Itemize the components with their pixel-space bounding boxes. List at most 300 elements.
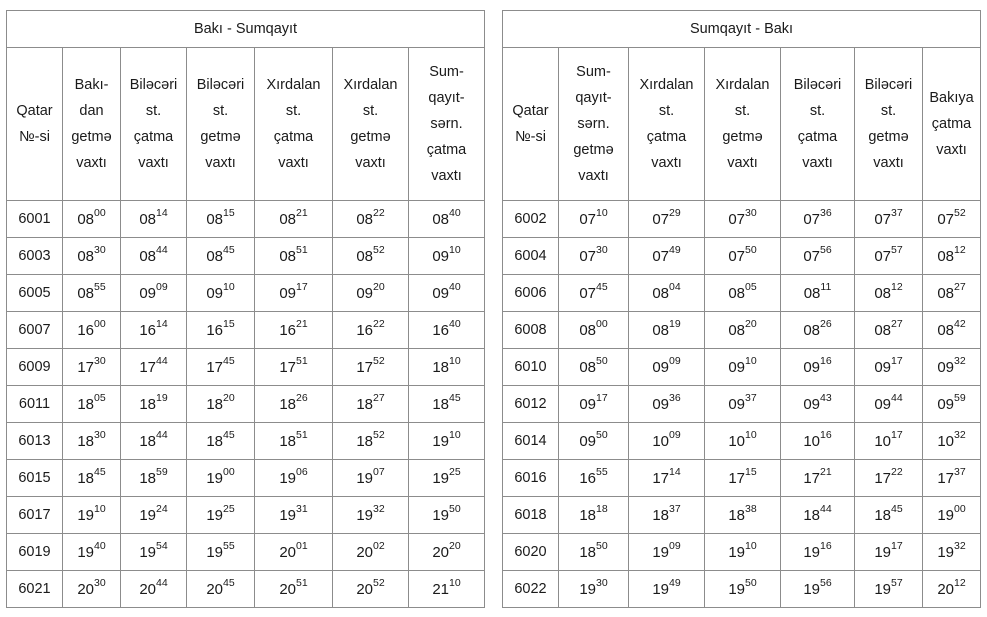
time-minute: 09 <box>669 354 681 367</box>
time-minute: 51 <box>296 428 308 441</box>
time-cell <box>409 349 485 386</box>
timetable-sumqayit-baku <box>502 10 981 608</box>
time-minute: 50 <box>596 428 608 441</box>
table-row <box>7 238 485 275</box>
time-minute: 50 <box>745 576 757 589</box>
table-row <box>7 349 485 386</box>
time-hour: 08 <box>139 247 156 265</box>
time-minute: 57 <box>891 243 903 256</box>
table-row <box>7 201 485 238</box>
time-hour: 19 <box>803 580 820 598</box>
timetable-baku-sumqayit <box>6 10 485 608</box>
train-number: 6009 <box>7 349 63 386</box>
time-cell <box>781 312 855 349</box>
time-minute: 37 <box>669 502 681 515</box>
time-cell <box>923 386 981 423</box>
time-hour: 20 <box>279 580 296 598</box>
column-header-line: st. <box>285 103 302 119</box>
time-hour: 09 <box>803 395 820 413</box>
table-row <box>7 275 485 312</box>
time-minute: 17 <box>891 428 903 441</box>
time-hour: 09 <box>432 284 450 302</box>
time-minute: 10 <box>596 206 608 219</box>
time-hour: 07 <box>803 210 820 228</box>
time-minute: 19 <box>669 317 681 330</box>
time-cell <box>855 423 923 460</box>
time-hour: 07 <box>579 284 596 302</box>
time-minute: 27 <box>954 280 966 293</box>
time-hour: 09 <box>874 395 891 413</box>
time-minute: 54 <box>156 539 168 552</box>
time-cell <box>705 534 781 571</box>
time-hour: 07 <box>874 247 891 265</box>
time-hour: 18 <box>803 506 820 524</box>
time-cell <box>409 571 485 608</box>
time-minute: 00 <box>223 465 235 478</box>
time-hour: 08 <box>937 321 955 339</box>
time-minute: 14 <box>156 317 168 330</box>
table-row <box>503 460 981 497</box>
column-header-line: getmə <box>71 129 112 145</box>
time-cell <box>705 201 781 238</box>
train-number: 6002 <box>503 201 559 238</box>
column-header-line: Qatar <box>512 103 549 119</box>
time-hour: 19 <box>432 469 450 487</box>
time-minute: 45 <box>223 576 235 589</box>
time-hour: 18 <box>432 395 450 413</box>
time-minute: 19 <box>156 391 168 404</box>
time-minute: 02 <box>373 539 385 552</box>
time-cell <box>409 423 485 460</box>
time-cell <box>333 460 409 497</box>
time-cell <box>855 238 923 275</box>
column-header <box>187 48 255 201</box>
time-hour: 18 <box>139 395 156 413</box>
time-minute: 22 <box>891 465 903 478</box>
column-header-line: Xırdalan <box>343 77 398 93</box>
time-hour: 17 <box>652 469 669 487</box>
time-hour: 20 <box>139 580 156 598</box>
time-hour: 19 <box>728 580 745 598</box>
time-cell <box>629 497 705 534</box>
time-hour: 08 <box>356 210 373 228</box>
train-number: 6020 <box>503 534 559 571</box>
time-cell <box>629 201 705 238</box>
time-minute: 10 <box>449 243 461 256</box>
column-header <box>333 48 409 201</box>
time-minute: 44 <box>156 354 168 367</box>
time-cell <box>121 534 187 571</box>
column-header-line: vaxtı <box>355 155 386 171</box>
time-minute: 21 <box>820 465 832 478</box>
time-cell <box>629 534 705 571</box>
column-header-line: st. <box>362 103 379 119</box>
time-minute: 59 <box>954 391 966 404</box>
time-cell <box>781 423 855 460</box>
time-minute: 09 <box>156 280 168 293</box>
time-hour: 19 <box>652 580 669 598</box>
time-hour: 18 <box>874 506 891 524</box>
time-minute: 00 <box>954 502 966 515</box>
time-minute: 10 <box>449 576 461 589</box>
table-row <box>503 312 981 349</box>
time-cell <box>629 238 705 275</box>
time-minute: 40 <box>449 206 461 219</box>
column-header-line: Biləcəri <box>864 77 913 93</box>
time-cell <box>781 460 855 497</box>
time-cell <box>255 312 333 349</box>
time-hour: 19 <box>874 543 891 561</box>
time-hour: 08 <box>432 210 450 228</box>
time-hour: 19 <box>206 469 223 487</box>
time-minute: 30 <box>596 243 608 256</box>
time-minute: 01 <box>296 539 308 552</box>
table-row <box>503 275 981 312</box>
time-minute: 20 <box>373 280 385 293</box>
time-cell <box>333 349 409 386</box>
time-hour: 18 <box>279 395 296 413</box>
time-cell <box>255 534 333 571</box>
table-row <box>503 386 981 423</box>
time-hour: 08 <box>279 247 296 265</box>
time-hour: 19 <box>139 543 156 561</box>
column-header <box>855 48 923 201</box>
time-hour: 07 <box>803 247 820 265</box>
column-header-line: sərn. <box>577 116 610 132</box>
time-cell <box>121 497 187 534</box>
time-hour: 18 <box>206 395 223 413</box>
time-cell <box>409 238 485 275</box>
time-cell <box>781 238 855 275</box>
time-minute: 51 <box>296 243 308 256</box>
time-cell <box>333 423 409 460</box>
time-hour: 10 <box>874 432 891 450</box>
time-hour: 08 <box>206 247 223 265</box>
time-cell <box>559 423 629 460</box>
time-cell <box>255 497 333 534</box>
time-cell <box>923 349 981 386</box>
time-cell <box>121 423 187 460</box>
time-minute: 26 <box>820 317 832 330</box>
time-minute: 55 <box>596 465 608 478</box>
time-minute: 21 <box>296 317 308 330</box>
column-header-line: vaxtı <box>205 155 236 171</box>
time-hour: 19 <box>728 543 745 561</box>
table-row <box>7 497 485 534</box>
time-cell <box>559 571 629 608</box>
time-minute: 17 <box>891 354 903 367</box>
time-hour: 18 <box>279 432 296 450</box>
time-minute: 20 <box>745 317 757 330</box>
time-cell <box>187 275 255 312</box>
time-cell <box>559 238 629 275</box>
time-hour: 18 <box>139 469 156 487</box>
time-hour: 17 <box>803 469 820 487</box>
time-minute: 55 <box>94 280 106 293</box>
time-hour: 19 <box>279 506 296 524</box>
time-minute: 12 <box>954 243 966 256</box>
time-hour: 19 <box>356 506 373 524</box>
column-header-line: vaxtı <box>578 168 609 184</box>
time-minute: 27 <box>373 391 385 404</box>
time-cell <box>187 349 255 386</box>
time-minute: 05 <box>745 280 757 293</box>
table-title: Sumqayıt - Bakı <box>503 11 981 48</box>
train-number: 6008 <box>503 312 559 349</box>
time-cell <box>781 497 855 534</box>
time-cell <box>255 386 333 423</box>
column-header-line: vaxtı <box>431 168 462 184</box>
column-header-line: №-si <box>19 129 50 145</box>
time-cell <box>781 571 855 608</box>
time-hour: 18 <box>77 469 94 487</box>
time-minute: 25 <box>449 465 461 478</box>
time-cell <box>855 349 923 386</box>
time-hour: 16 <box>139 321 156 339</box>
time-hour: 09 <box>139 284 156 302</box>
time-cell <box>121 460 187 497</box>
time-cell <box>255 238 333 275</box>
time-cell <box>63 423 121 460</box>
time-minute: 21 <box>296 206 308 219</box>
time-minute: 32 <box>954 539 966 552</box>
time-cell <box>559 312 629 349</box>
time-cell <box>409 201 485 238</box>
time-cell <box>855 497 923 534</box>
time-cell <box>923 201 981 238</box>
time-hour: 19 <box>206 543 223 561</box>
column-header-line: çatma <box>797 129 838 145</box>
column-header-line: getmə <box>868 129 909 145</box>
time-cell <box>559 275 629 312</box>
time-cell <box>855 386 923 423</box>
time-hour: 18 <box>652 506 669 524</box>
time-minute: 38 <box>745 502 757 515</box>
time-cell <box>855 571 923 608</box>
train-number: 6006 <box>503 275 559 312</box>
time-hour: 07 <box>652 210 669 228</box>
time-hour: 09 <box>356 284 373 302</box>
time-minute: 37 <box>745 391 757 404</box>
time-hour: 17 <box>206 358 223 376</box>
time-hour: 18 <box>77 432 94 450</box>
column-header-line: st. <box>809 103 826 119</box>
time-hour: 18 <box>579 543 596 561</box>
time-hour: 09 <box>652 358 669 376</box>
time-hour: 17 <box>937 469 955 487</box>
time-minute: 10 <box>449 354 461 367</box>
time-cell <box>629 571 705 608</box>
time-minute: 59 <box>156 465 168 478</box>
time-hour: 19 <box>77 506 94 524</box>
time-hour: 20 <box>356 580 373 598</box>
time-cell <box>781 349 855 386</box>
time-hour: 18 <box>77 395 94 413</box>
column-header-line: №-si <box>515 129 546 145</box>
time-hour: 20 <box>77 580 94 598</box>
time-cell <box>855 312 923 349</box>
time-minute: 52 <box>954 206 966 219</box>
column-header <box>629 48 705 201</box>
time-minute: 15 <box>745 465 757 478</box>
time-minute: 44 <box>156 428 168 441</box>
time-hour: 19 <box>937 543 955 561</box>
column-header-line: sərn. <box>430 116 463 132</box>
column-header-line: getmə <box>573 142 614 158</box>
train-number: 6007 <box>7 312 63 349</box>
time-minute: 36 <box>820 206 832 219</box>
column-header-line: çatma <box>273 129 314 145</box>
time-minute: 50 <box>449 502 461 515</box>
time-hour: 07 <box>652 247 669 265</box>
time-minute: 56 <box>820 576 832 589</box>
time-minute: 16 <box>820 539 832 552</box>
time-cell <box>629 275 705 312</box>
column-header <box>923 48 981 201</box>
time-cell <box>187 423 255 460</box>
time-hour: 17 <box>874 469 891 487</box>
time-minute: 45 <box>94 465 106 478</box>
time-cell <box>63 386 121 423</box>
time-minute: 14 <box>669 465 681 478</box>
time-cell <box>923 497 981 534</box>
time-minute: 30 <box>94 576 106 589</box>
column-header <box>503 48 559 201</box>
column-header-line: qayıt- <box>428 90 465 106</box>
time-cell <box>855 201 923 238</box>
time-hour: 19 <box>206 506 223 524</box>
time-cell <box>923 423 981 460</box>
time-hour: 08 <box>728 321 745 339</box>
time-cell <box>559 386 629 423</box>
time-cell <box>705 460 781 497</box>
time-cell <box>255 460 333 497</box>
time-hour: 07 <box>728 247 745 265</box>
time-minute: 09 <box>669 539 681 552</box>
train-number: 6016 <box>503 460 559 497</box>
time-cell <box>121 275 187 312</box>
time-minute: 50 <box>745 243 757 256</box>
time-cell <box>187 460 255 497</box>
time-minute: 37 <box>891 206 903 219</box>
time-hour: 16 <box>356 321 373 339</box>
column-header-line: vaxtı <box>278 155 309 171</box>
time-hour: 10 <box>728 432 745 450</box>
time-cell <box>255 349 333 386</box>
time-hour: 21 <box>432 580 450 598</box>
time-hour: 20 <box>279 543 296 561</box>
time-hour: 08 <box>206 210 223 228</box>
time-hour: 08 <box>874 321 891 339</box>
time-hour: 10 <box>652 432 669 450</box>
time-hour: 09 <box>937 358 955 376</box>
time-cell <box>121 571 187 608</box>
time-minute: 52 <box>373 243 385 256</box>
time-cell <box>187 571 255 608</box>
table-row <box>503 349 981 386</box>
time-hour: 09 <box>937 395 955 413</box>
train-number: 6015 <box>7 460 63 497</box>
column-header-line: Bakı- <box>74 77 109 93</box>
time-cell <box>187 534 255 571</box>
time-hour: 16 <box>432 321 450 339</box>
time-hour: 19 <box>652 543 669 561</box>
time-cell <box>63 238 121 275</box>
column-header-line: vaxtı <box>727 155 758 171</box>
time-cell <box>923 460 981 497</box>
time-hour: 08 <box>803 321 820 339</box>
time-minute: 44 <box>156 243 168 256</box>
time-minute: 17 <box>891 539 903 552</box>
time-cell <box>187 238 255 275</box>
time-hour: 17 <box>77 358 94 376</box>
column-header-line: st. <box>145 103 162 119</box>
time-cell <box>333 312 409 349</box>
time-minute: 31 <box>296 502 308 515</box>
time-minute: 30 <box>745 206 757 219</box>
time-hour: 09 <box>728 395 745 413</box>
time-minute: 45 <box>449 391 461 404</box>
time-hour: 19 <box>356 469 373 487</box>
time-cell <box>187 201 255 238</box>
time-minute: 52 <box>373 428 385 441</box>
time-minute: 04 <box>669 280 681 293</box>
time-hour: 16 <box>579 469 596 487</box>
time-cell <box>923 312 981 349</box>
time-cell <box>855 460 923 497</box>
table-row <box>7 386 485 423</box>
time-cell <box>923 238 981 275</box>
time-hour: 08 <box>356 247 373 265</box>
column-header-line: Xırdalan <box>266 77 321 93</box>
time-hour: 20 <box>937 580 955 598</box>
time-minute: 11 <box>820 280 832 293</box>
column-header-line: getmə <box>200 129 241 145</box>
time-cell <box>559 349 629 386</box>
time-minute: 05 <box>94 391 106 404</box>
time-hour: 09 <box>432 247 450 265</box>
time-cell <box>705 312 781 349</box>
time-minute: 17 <box>296 280 308 293</box>
time-cell <box>255 275 333 312</box>
time-cell <box>63 497 121 534</box>
time-minute: 56 <box>820 243 832 256</box>
column-header-line: Biləcəri <box>793 77 842 93</box>
time-cell <box>333 497 409 534</box>
time-minute: 17 <box>596 391 608 404</box>
time-minute: 10 <box>745 539 757 552</box>
train-number: 6013 <box>7 423 63 460</box>
column-header-line: vaxtı <box>802 155 833 171</box>
train-number: 6014 <box>503 423 559 460</box>
time-hour: 19 <box>77 543 94 561</box>
column-header-line: vaxtı <box>76 155 107 171</box>
time-minute: 26 <box>296 391 308 404</box>
time-hour: 16 <box>77 321 94 339</box>
column-header-line: Biləcəri <box>196 77 245 93</box>
time-cell <box>855 534 923 571</box>
time-hour: 08 <box>77 284 94 302</box>
time-minute: 00 <box>94 206 106 219</box>
column-header-line: getmə <box>350 129 391 145</box>
column-header-line: st. <box>880 103 897 119</box>
time-minute: 43 <box>820 391 832 404</box>
time-hour: 09 <box>728 358 745 376</box>
time-cell <box>923 534 981 571</box>
time-minute: 36 <box>669 391 681 404</box>
time-hour: 18 <box>356 395 373 413</box>
time-minute: 45 <box>223 354 235 367</box>
